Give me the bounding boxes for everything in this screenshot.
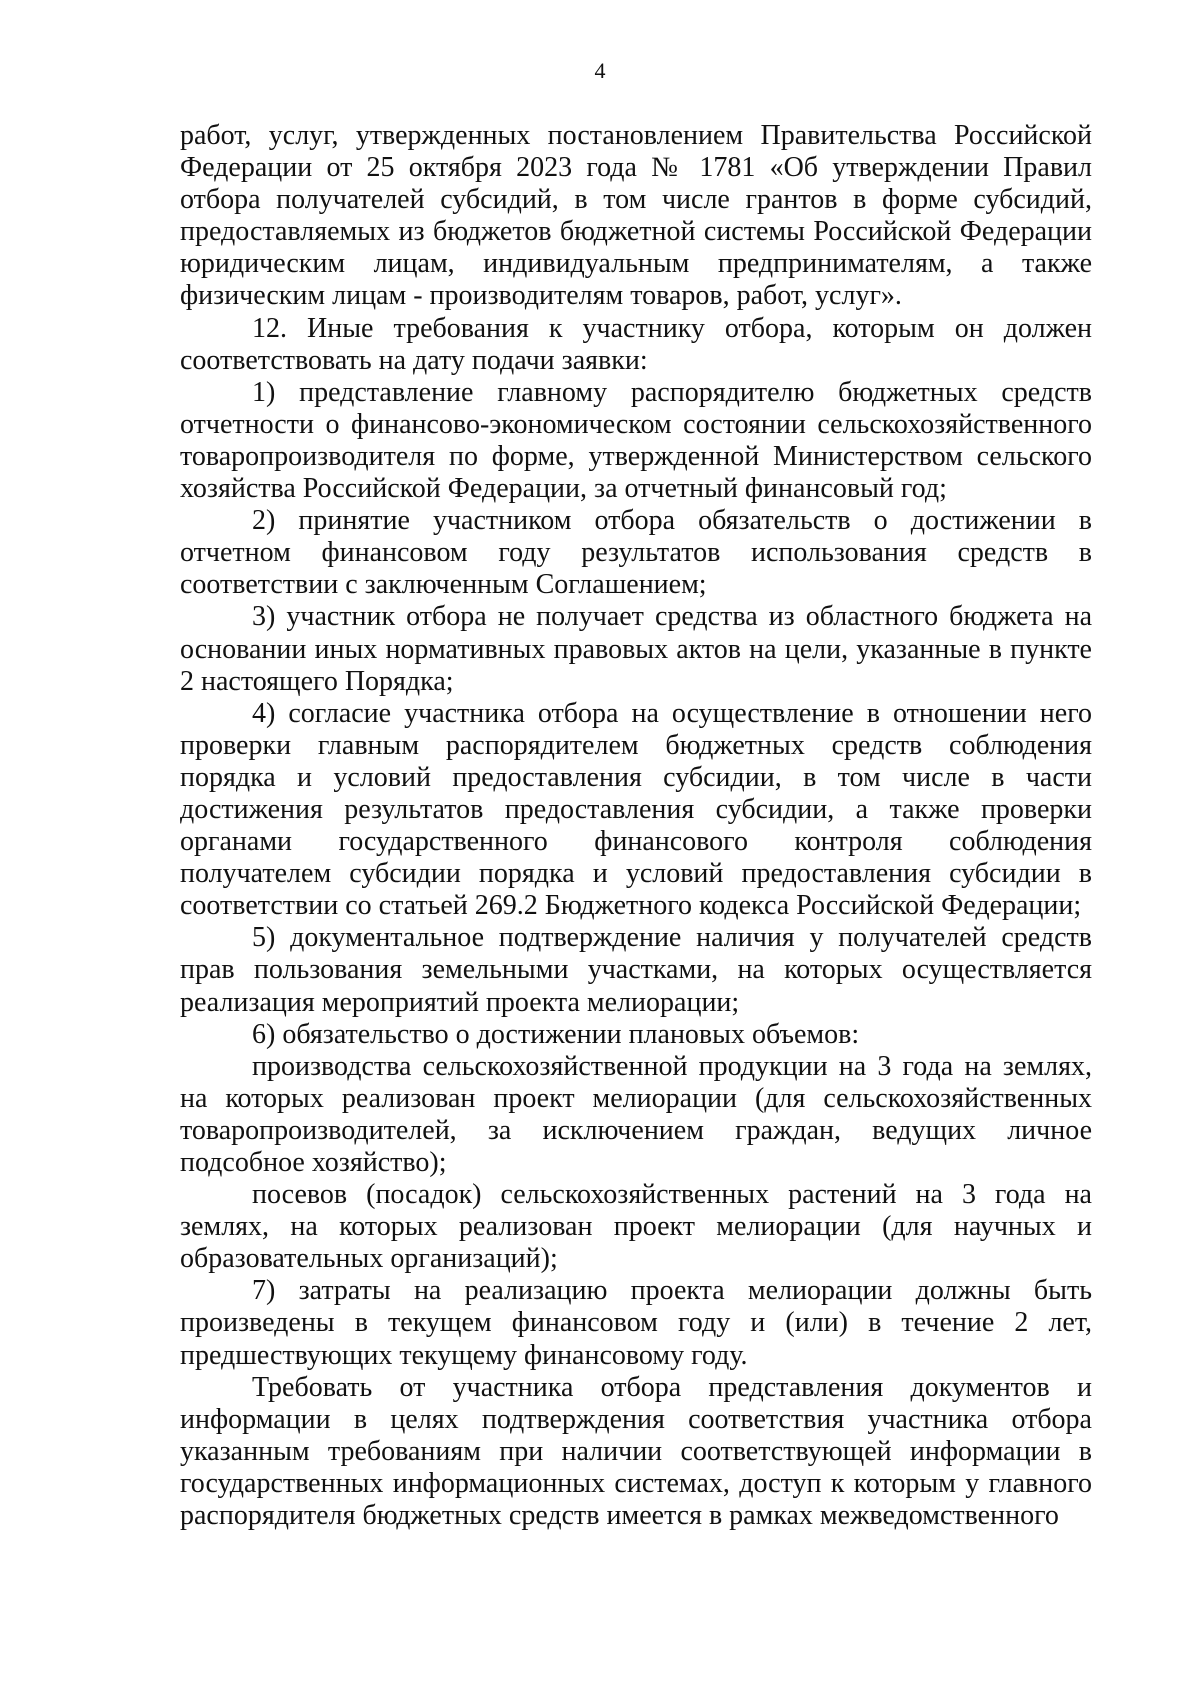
paragraph-requirement-1: 1) представление главному распорядителю бюджетных средств отчетности о финансово-экономическом состоянии сельскохозяйственного товаропроизводителя по форме, утвержденной Министерством сельского хозяйства Российской Федерации, за отчетный финансовый год; bbox=[180, 376, 1092, 505]
paragraph-requirement-5: 5) документальное подтверждение наличия у получателей средств прав пользования земельными участками, на которых осуществляется реализация мероприятий проекта мелиорации; bbox=[180, 922, 1092, 1018]
paragraph-item-12: 12. Иные требования к участнику отбора, которым он должен соответствовать на дату подачи заявки: bbox=[180, 312, 1092, 376]
paragraph-requirement-6-production: производства сельскохозяйственной продукции на 3 года на землях, на которых реализован проект мелиорации (для сельскохозяйственных товаропроизводителей, за исключением граждан, ведущих личное подсобное хозяйство); bbox=[180, 1050, 1092, 1178]
paragraph-requirement-6-crops: посевов (посадок) сельскохозяйственных растений на 3 года на землях, на которых реализован проект мелиорации (для научных и образовательных организаций); bbox=[180, 1179, 1092, 1275]
paragraph-requirement-3: 3) участник отбора не получает средства из областного бюджета на основании иных нормативных правовых актов на цели, указанные в пункте 2 настоящего Порядка; bbox=[180, 601, 1092, 697]
paragraph-requirement-4: 4) согласие участника отбора на осуществление в отношении него проверки главным распорядителем бюджетных средств соблюдения порядка и условий предоставления субсидии, в том числе в части достижения результатов предоставления субсидии, а также проверки органами государственного финансового контроля соблюдения получателем субсидии порядка и условий предоставления субсидии в соответствии со статьей 269.2 Бюджетного кодекса Российской Федерации; bbox=[180, 697, 1092, 922]
paragraph-document-request: Требовать от участника отбора представления документов и информации в целях подтверждения соответствия участника отбора указанным требованиям при наличии соответствующей информации в государственных информационных системах, доступ к которым у главного распорядителя бюджетных средств имеется в рамках межведомственного bbox=[180, 1371, 1092, 1532]
page-number: 4 bbox=[594, 58, 606, 83]
paragraph-requirement-2: 2) принятие участником отбора обязательств о достижении в отчетном финансовом году результатов использования средств в соответствии с заключенным Соглашением; bbox=[180, 505, 1092, 601]
paragraph-continuation: работ, услуг, утвержденных постановлением Правительства Российской Федерации от 25 октября 2023 года № 1781 «Об утверждении Правил отбора получателей субсидий, в том числе грантов в форме субсидий, предоставляемых из бюджетов бюджетной системы Российской Федерации юридическим лицам, индивидуальным предпринимателям, а также физическим лицам - производителям товаров, работ, услуг». bbox=[180, 120, 1092, 312]
paragraph-requirement-6: 6) обязательство о достижении плановых объемов: bbox=[252, 1018, 860, 1050]
paragraph-requirement-7: 7) затраты на реализацию проекта мелиорации должны быть произведены в текущем финансовом году и (или) в течение 2 лет, предшествующих текущему финансовому году. bbox=[180, 1275, 1092, 1371]
document-body bbox=[180, 120, 1092, 1532]
